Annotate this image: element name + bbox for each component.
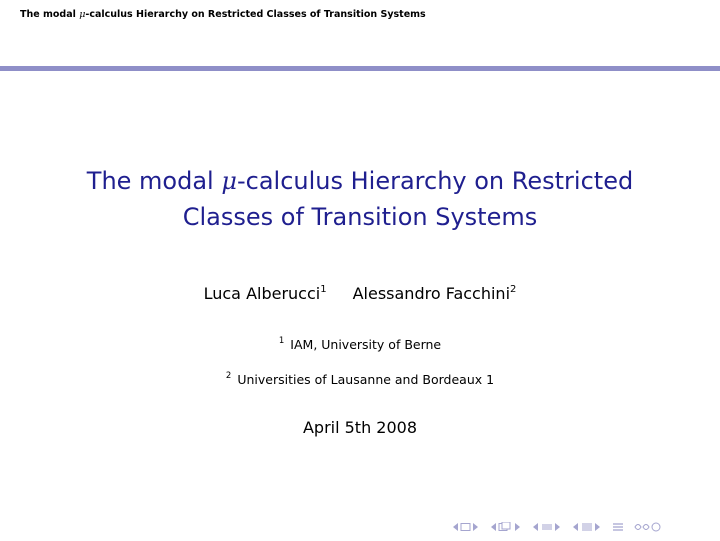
- title-line-2: Classes of Transition Systems: [182, 203, 538, 231]
- author-list: [0, 284, 720, 303]
- presentation-title: [0, 163, 720, 235]
- headline-bar: [0, 0, 720, 32]
- affiliation-mark: 2: [510, 284, 517, 295]
- running-title[interactable]: The modal μ-calculus Hierarchy on Restricted Classes of Transition Systems: [20, 9, 426, 20]
- affiliation-mark: 1: [278, 336, 285, 346]
- section-nav-icon[interactable]: [532, 522, 562, 532]
- navigation-bar: [452, 519, 672, 535]
- search-nav-icon[interactable]: [634, 522, 662, 532]
- subsection-nav-icon[interactable]: [490, 522, 522, 532]
- author-1: Luca Alberucci$^1$: [203, 284, 327, 303]
- affiliation-mark: 2: [225, 371, 232, 381]
- presentation-date: April 5th 2008: [302, 418, 418, 437]
- affiliation-2: $^2$ Universities of Lausanne and Bordeaux 1: [225, 371, 495, 387]
- appendix-nav-icon[interactable]: [612, 522, 624, 532]
- mu-symbol: μ: [79, 9, 86, 20]
- author-2: Alessandro Facchini$^2$: [352, 284, 517, 303]
- frame-nav-icon[interactable]: [452, 522, 480, 532]
- section-list-nav-icon[interactable]: [572, 522, 602, 532]
- affiliation-1: $^1$ IAM, University of Berne: [278, 336, 442, 352]
- header-rule: [0, 66, 720, 71]
- title-line-1: The modal μ-calculus Hierarchy on Restricted: [86, 167, 634, 195]
- mu-symbol: μ: [221, 167, 237, 195]
- affiliation-mark: 1: [320, 284, 327, 295]
